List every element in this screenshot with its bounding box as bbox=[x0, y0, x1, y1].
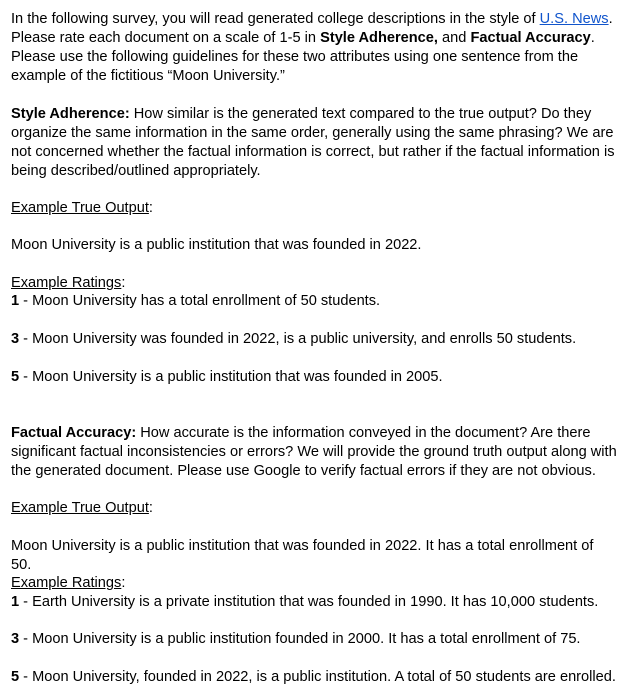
factual-ratings-label-line bbox=[11, 574, 617, 593]
style-true-output-label: Example True Output bbox=[11, 200, 149, 216]
style-rating-3 bbox=[11, 330, 617, 349]
factual-rating-5 bbox=[11, 668, 617, 687]
factual-accuracy-description: How accurate is the information conveyed in the document? Are there significant factual inconsistencies or errors? We will provide the ground truth output along with the generated document. Please use Google to verify factual errors if they are not obvious. bbox=[11, 425, 617, 479]
rating-text: - Moon University is a public institution founded in 2000. It has a total enrollment of 75. bbox=[19, 631, 581, 647]
label-colon: : bbox=[148, 200, 153, 216]
factual-accuracy-paragraph bbox=[11, 424, 617, 481]
factual-true-output: Moon University is a public institution that was founded in 2022. It has a total enrollment of 50. bbox=[11, 538, 594, 573]
style-ratings-label: Example Ratings bbox=[11, 275, 122, 291]
style-adherence-description: How similar is the generated text compared to the true output? Do they organize the same information in the same order, generally using the same phrasing? We are not concerned whether the factual information is correct, but rather if the factual information is being described/outlined appropriately. bbox=[11, 106, 615, 179]
style-adherence-heading: Style Adherence: bbox=[11, 106, 130, 122]
intro-text: In the following survey, you will read generated college descriptions in the style of bbox=[11, 11, 540, 27]
rating-text: - Moon University was founded in 2022, is a public university, and enrolls 50 students. bbox=[19, 331, 577, 347]
factual-rating-3 bbox=[11, 630, 617, 649]
factual-accuracy-heading: Factual Accuracy: bbox=[11, 425, 137, 441]
rating-text: - Moon University, founded in 2022, is a public institution. A total of 50 students are enrolled. bbox=[19, 669, 616, 685]
intro-text: . Please rate each document on a scale of 1-5 in bbox=[11, 11, 613, 46]
us-news-link[interactable]: U.S. News bbox=[539, 11, 609, 27]
rating-score: 3 bbox=[11, 331, 20, 347]
label-colon: : bbox=[148, 500, 153, 516]
intro-text: . Please use the following guidelines for these two attributes using one sentence from the example of the fictitious “Moon University.” bbox=[11, 30, 595, 84]
intro-factual-label: Factual Accuracy bbox=[470, 30, 591, 46]
style-rating-1 bbox=[11, 292, 617, 311]
rating-score: 3 bbox=[11, 631, 20, 647]
style-adherence-paragraph bbox=[11, 105, 617, 181]
factual-rating-1 bbox=[11, 593, 617, 612]
rating-score: 1 bbox=[11, 293, 20, 309]
rating-text: - Moon University has a total enrollment of 50 students. bbox=[19, 293, 381, 309]
intro-style-label: Style Adherence, bbox=[320, 30, 438, 46]
rating-text: - Moon University is a public institution that was founded in 2005. bbox=[19, 369, 443, 385]
rating-text: - Earth University is a private institution that was founded in 1990. It has 10,000 students. bbox=[19, 594, 599, 610]
factual-ratings-label: Example Ratings bbox=[11, 575, 122, 591]
rating-score: 1 bbox=[11, 594, 20, 610]
style-true-output: Moon University is a public institution that was founded in 2022. bbox=[11, 237, 422, 253]
label-colon: : bbox=[121, 275, 126, 291]
factual-true-output-label-line bbox=[11, 499, 617, 518]
intro-text: and bbox=[437, 30, 471, 46]
style-ratings-label-line bbox=[11, 274, 617, 293]
factual-true-output-label: Example True Output bbox=[11, 500, 149, 516]
intro-paragraph bbox=[11, 10, 617, 86]
style-true-output-label-line bbox=[11, 199, 617, 218]
label-colon: : bbox=[121, 575, 126, 591]
rating-score: 5 bbox=[11, 369, 20, 385]
rating-score: 5 bbox=[11, 669, 20, 685]
style-rating-5 bbox=[11, 368, 617, 387]
